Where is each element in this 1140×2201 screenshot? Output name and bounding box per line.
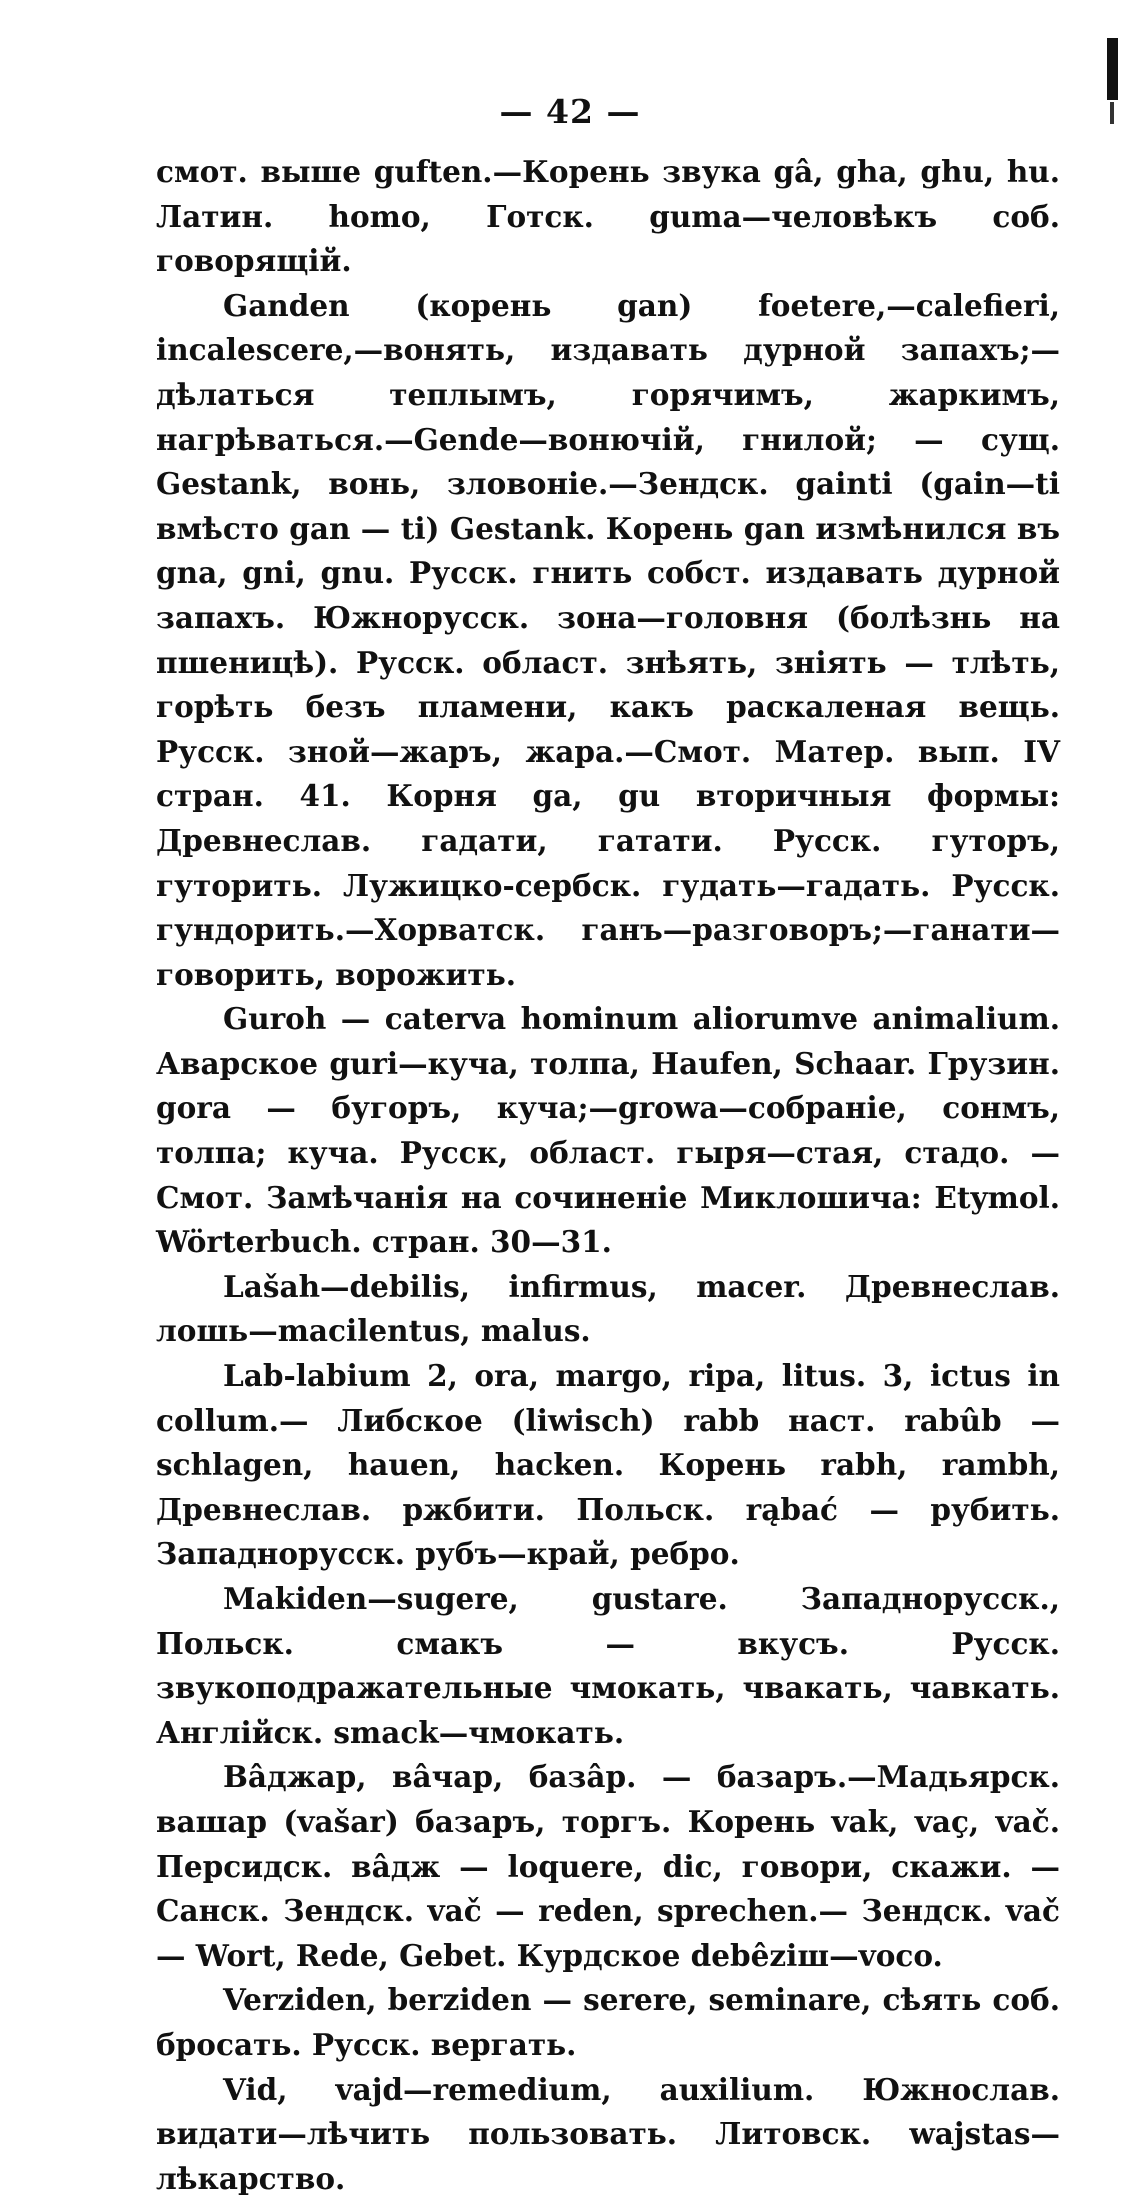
page-edge-mark bbox=[1107, 38, 1118, 100]
paragraph-lab: Lab-labium 2, ora, margo, ripa, litus. 3, ictus in collum.— Либское (liwisch) rabb наст. rabûb — schlagen, hauen, hacken. Корень rabh, rambh, Древнеслав. ржбити. Польск. rąbać — рубить. Западнорусск. рубъ—край, ребро. bbox=[156, 1358, 1060, 1572]
paragraph-makiden: Makiden—sugere, gustare. Западнорусск., Польск. смакъ — вкусъ. Русск. звукоподражательные чмокать, чвакать, чавкать. Англійск. smack—чмокать. bbox=[156, 1581, 1060, 1750]
paragraph-guroh: Guroh — caterva hominum aliorumve animalium. Аварское guri—куча, толпа, Haufen, Schaar. Грузин. gora — бугоръ, куча;—growa—собраніе, сонмъ, толпа; куча. Русск, област. гыря—стая, стадо. — Смот. Замѣчанія на сочиненіе Миклошича: Etymol. Wörterbuch. стран. 30—31. bbox=[156, 1001, 1060, 1260]
paragraph-ganden: Ganden (корень gan) foetere,—calefieri, incalescere,—вонять, издавать дурной запахъ;—дѣлаться теплымъ, горячимъ, жаркимъ, нагрѣваться.—Gende—вонючій, гнилой; — сущ. Gestank, вонь, зловоніе.—Зендск. gainti (gain—ti вмѣсто gan — ti) Gestank. Корень gan измѣнился въ gna, gni, gnu. Русск. гнить собст. издавать дурной запахъ. Южнорусск. зона—головня (болѣзнь на пшеницѣ). Русск. област. знѣять, зніять — тлѣть, горѣть безъ пламени, какъ раскаленая вещь. Русск. зной—жаръ, жара.—Смот. Матер. вып. IV стран. 41. Корня ga, gu вторичныя формы: Древнеслав. гадати, гатати. Русск. гуторъ, гуторить. Лужицко-сербск. гудать—гадать. Русск. гундорить.—Хорватск. ганъ—разговоръ;—ганати—говорить, ворожить. bbox=[156, 287, 1060, 992]
paragraph-verziden: Verziden, berziden — serere, seminare, сѣять соб. бросать. Русск. вергать. bbox=[156, 1982, 1060, 2062]
paragraph-lasah: Lašah—debilis, infirmus, macer. Древнеслав. лошь—macilentus, malus. bbox=[156, 1268, 1060, 1349]
paragraph-vid: Vid, vajd—remedium, auxilium. Южнослав. видати—лѣчить пользовать. Литовск. wajstas—лѣкарство. bbox=[156, 2071, 1060, 2196]
paragraph-continuation: смот. выше guften.—Корень звука gâ, gha, ghu, hu. Латин. homo, Готск. guma—человѣкъ соб. говорящій. bbox=[156, 154, 1060, 279]
page-number: — 42 — bbox=[499, 92, 641, 131]
body-text bbox=[156, 150, 1060, 2201]
paragraph-vadzhar: Вâджар, вâчар, базâр. — базаръ.—Мадьярск. вашар (vašar) базаръ, торгъ. Корень vak, vaç, vač. Персидск. вâдж — loquere, dic, говори, скажи. — Санск. Зендск. vač — reden, sprechen.— Зендск. vač — Wort, Rede, Gebet. Курдское debêziш—voco. bbox=[156, 1759, 1060, 1973]
